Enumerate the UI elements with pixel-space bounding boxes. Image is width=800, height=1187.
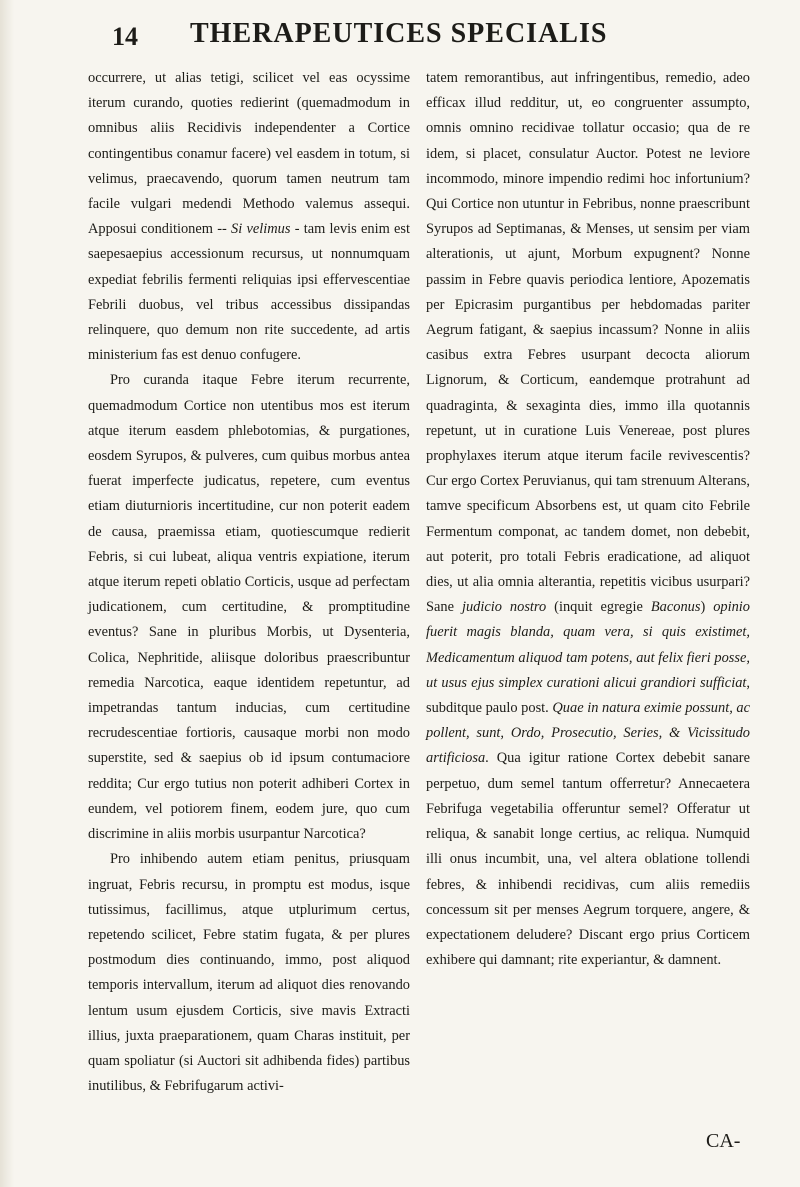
text-span: . Qua igitur ratione Cortex debebit sanare perpetuo, dum semel tantum offerretur? Annecaetera Febrifuga vegetabilia offeruntur semel? Offeratur ut reliqua, & sanabit longe certius, ac reliqua. Numquid illi onus incumbit, una, vel altera oblatione tollendi febres, & inhibendi recidivas, cum aliis remediis concessum sit per menses Aegrum torquere, angere, & expectationem deludere? Discant ergo prius Corticem exhibere qui damnant; rite experiantur, & damnent. <box>426 750 750 969</box>
left-column <box>88 66 410 1099</box>
text-span: (inquit egregie <box>546 599 651 616</box>
left-paragraph-3: Pro inhibendo autem etiam penitus, priusquam ingruat, Febris recursu, in promptu est modus, isque tutissimus, facillimus, atque utplurimum certus, repetendo scilicet, Febre statim fugata, & per plures postmodum dies continuando, immo, post aliquod temporis intervallum, iterum ad aliquot dies renovando lentum usum ejusdem Corticis, sive mavis Extracti illius, juxta praeparationem, quam Charas instituit, per quam spoliatur (si Auctori sit adhibenda fides) partibus inutilibus, & Febrifugarum activi- <box>88 851 410 1095</box>
italic-span: opinio fuerit magis blanda, quam vera, si quis existimet, Medicamentum aliquod tam potens, aut felix fieri posse, ut usus ejus simplex curationi alicui grandiori sufficiat <box>426 599 750 691</box>
catchword: CA- <box>706 1130 741 1152</box>
page-fold-shadow <box>0 0 14 1187</box>
text-span: tatem remorantibus, aut infringentibus, remedio, adeo efficax illud redditur, ut, eo congruenter assumpto, omnis omnino recidivae tollatur occasio; qua de re idem, si placet, consulatur Auctor. Potest ne leviore incommodo, minore impendio redimi hoc infortunium? Qui Cortice non utuntur in Febribus, nonne praescribunt Syrupos ad Septimanas, & Menses, ut sensim per viam alterationis, ut ajunt, Morbum expugnent? Nonne passim in Febre quavis periodica lentiore, Apozematis per Epicrasim purgantibus per hebdomadas pariter Aegrum fatigant, & saepius incassum? Nonne in aliis casibus extra Febres usurpant decocta aliorum Lignorum, & Corticum, eandemque protrahunt ad quadraginta, & sexaginta dies, immo illa quotannis repetunt, ut in curatione Luis Venereae, post plures prophylaxes iterum atque iterum facile revivescentis? Cur ergo Cortex Peruvianus, qui tam strenuum Alterans, tamve specificum Absorbens est, ut quam cito Febrile Fermentum componat, ac tandem domet, non debebit, aut poterit, pro totali Febris eradicatione, ad aliquot dies, ut alia omnia alterantia, repetitis vicibus usurpari? Sane <box>426 70 750 616</box>
text-span: occurrere, ut alias tetigi, scilicet vel eas ocyssime iterum curando, quoties redierint (quemadmodum in omnibus aliis Recidivis independenter a Cortice contingentibus conamur facere) vel easdem in totum, si velimus, praecavendo, quorum tamen neutrum tam facile vulgari medendi Methodo valemus assequi. Apposui conditionem -- <box>88 70 410 238</box>
left-paragraph-1 <box>88 66 410 368</box>
left-paragraph-2: Pro curanda itaque Febre iterum recurrente, quemadmodum Cortice non utentibus mos est iterum atque iterum easdem phlebotomias, & purgationes, eosdem Syrupos, & pulveres, cum quibus morbus antea fuerat imperfecte judicatus, repetere, cum eventus etiam diuturnioris incertitudine, cur non poterit eadem de causa, praemissa etiam, quotiescumque redierit Febris, si cui lubeat, aliqua ventris expiatione, iterum atque iterum repeti oblatio Corticis, usque ad perfectam judicationem, cum certitudine, & promptitudine eventus? Sane in pluribus Morbis, ut Dysenteria, Colica, Nephritide, aliisque doloribus praescribuntur remedia Narcotica, eaque identidem repetuntur, ad impetrandas tantum inducias, cum certitudine recrudescentiae fortioris, causaque morbi non modo superstite, sed & saepius ob id ipsum contumaciore reddita; Cur ergo tutius non poterit adhiberi Cortex in eundem, vel potiorem finem, eodem jure, quo cum discrimine in aliis morbis usurpantur Narcotica? <box>88 372 410 843</box>
italic-span: Si velimus <box>231 221 291 238</box>
text-span: , subditque paulo post. <box>426 674 750 717</box>
page-number: 14 <box>112 22 138 51</box>
text-span: - tam levis enim est saepesaepius accessionum recursus, ut nonnumquam expediat febrilis fermenti reliquias ipsi effervescentiae Febrili duobus, vel tribus accessibus dissipandas relinquere, quo demum non rite succedente, ad artis ministerium fas est denuo confugere. <box>88 221 410 364</box>
italic-span: Baconus <box>650 599 701 616</box>
page-header <box>0 0 800 60</box>
text-span: ) <box>700 599 714 616</box>
running-title: THERAPEUTICES SPECIALIS <box>190 18 608 49</box>
right-column <box>426 66 750 973</box>
italic-span: Quae in natura eximie possunt, ac pollent, sunt, Ordo, Prosecutio, Series, & Vicissitudo artificiosa <box>426 700 750 767</box>
right-paragraph-1 <box>426 66 750 973</box>
italic-span: judicio nostro <box>461 599 547 616</box>
